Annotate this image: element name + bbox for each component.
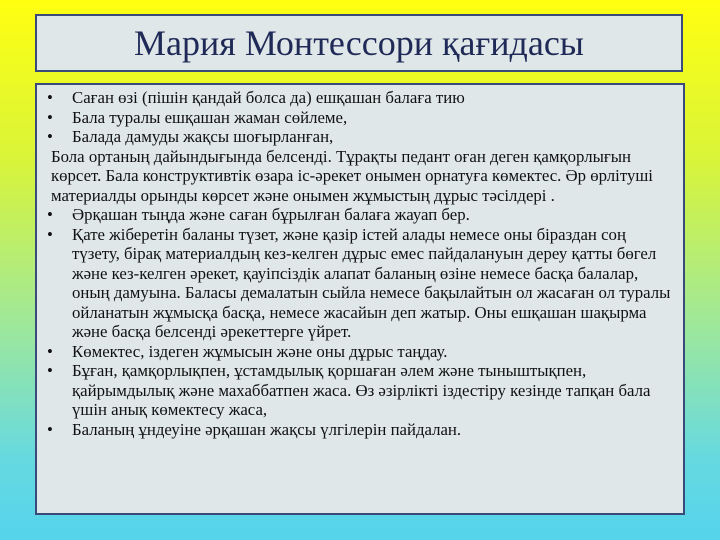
bullet-icon: • [47,205,53,224]
bullet-icon: • [47,224,53,244]
bullet-icon: • [47,341,53,361]
title-box [35,14,683,72]
list-item-text: Қате жіберетін баланы түзет, және қазір істей алады немесе оны біраздан соң түзету, бірақ материалдың кез-келген дұрыс емес пайдалануын дереу қатты бөгел және кез-келген әрекет, қауіпсіздік алапат баланың өзіне немесе басқа балалар, оның дамуына. Баласы демалатын сыйла немесе бақылайтын ол жасаған ол туралы ойланатын жұмысқа басқа, немесе жасайын деп жатыр. Оны ешқашан шақырма және басқа белсенді әрекеттерге үйрет. [72,224,671,341]
list-item [45,420,675,440]
bullet-icon: • [47,88,53,107]
list-item [45,225,675,342]
bullet-icon: • [47,127,53,146]
list-item-text: Бала туралы ешқашан жаман сөйлеме, [72,107,348,127]
body-paragraph: Бола ортаның дайындығында белсенді. Тұрақты педант оған деген қамқорлығын көрсет. Бала конструктивтік өзара іс-әрекет онымен орнатуға көмектес. Әр өрлітуші материалды орынды көрсет және онымен жұмыстың дұрыс тәсілдері . [51,146,653,205]
list-item-text: Әрқашан тыңда және саған бұрылған балаға жауап бер. [72,205,470,224]
list-item [45,127,675,147]
list-item [45,108,675,128]
list-item [45,88,675,108]
list-item-text: Бұған, қамқорлықпен, ұстамдылық қоршаған әлем және тыныштықпен, қайрымдылық және махаббатпен жаса. Өз әзірлікті іздестіру кезінде тапқан бала үшін анық көмектесу жаса, [72,361,651,419]
list-item-text: Балада дамуды жақсы шоғырланған, [72,127,334,146]
list-item-text: Саған өзі (пішін қандай болса да) ешқашан балаға тию [72,88,465,107]
bullet-icon: • [47,361,53,380]
content-box [35,83,685,515]
bullet-icon: • [47,107,53,127]
list-item-text: Көмектес, іздеген жұмысын және оны дұрыс таңдау. [72,341,448,361]
list-item [45,205,675,225]
slide-title: Мария Монтессори қағидасы [134,23,584,63]
list-item [45,361,675,420]
bullet-icon: • [47,419,53,439]
list-item [45,342,675,362]
list-item-text: Баланың ұндеуіне әрқашан жақсы үлгілерін пайдалан. [72,419,462,439]
